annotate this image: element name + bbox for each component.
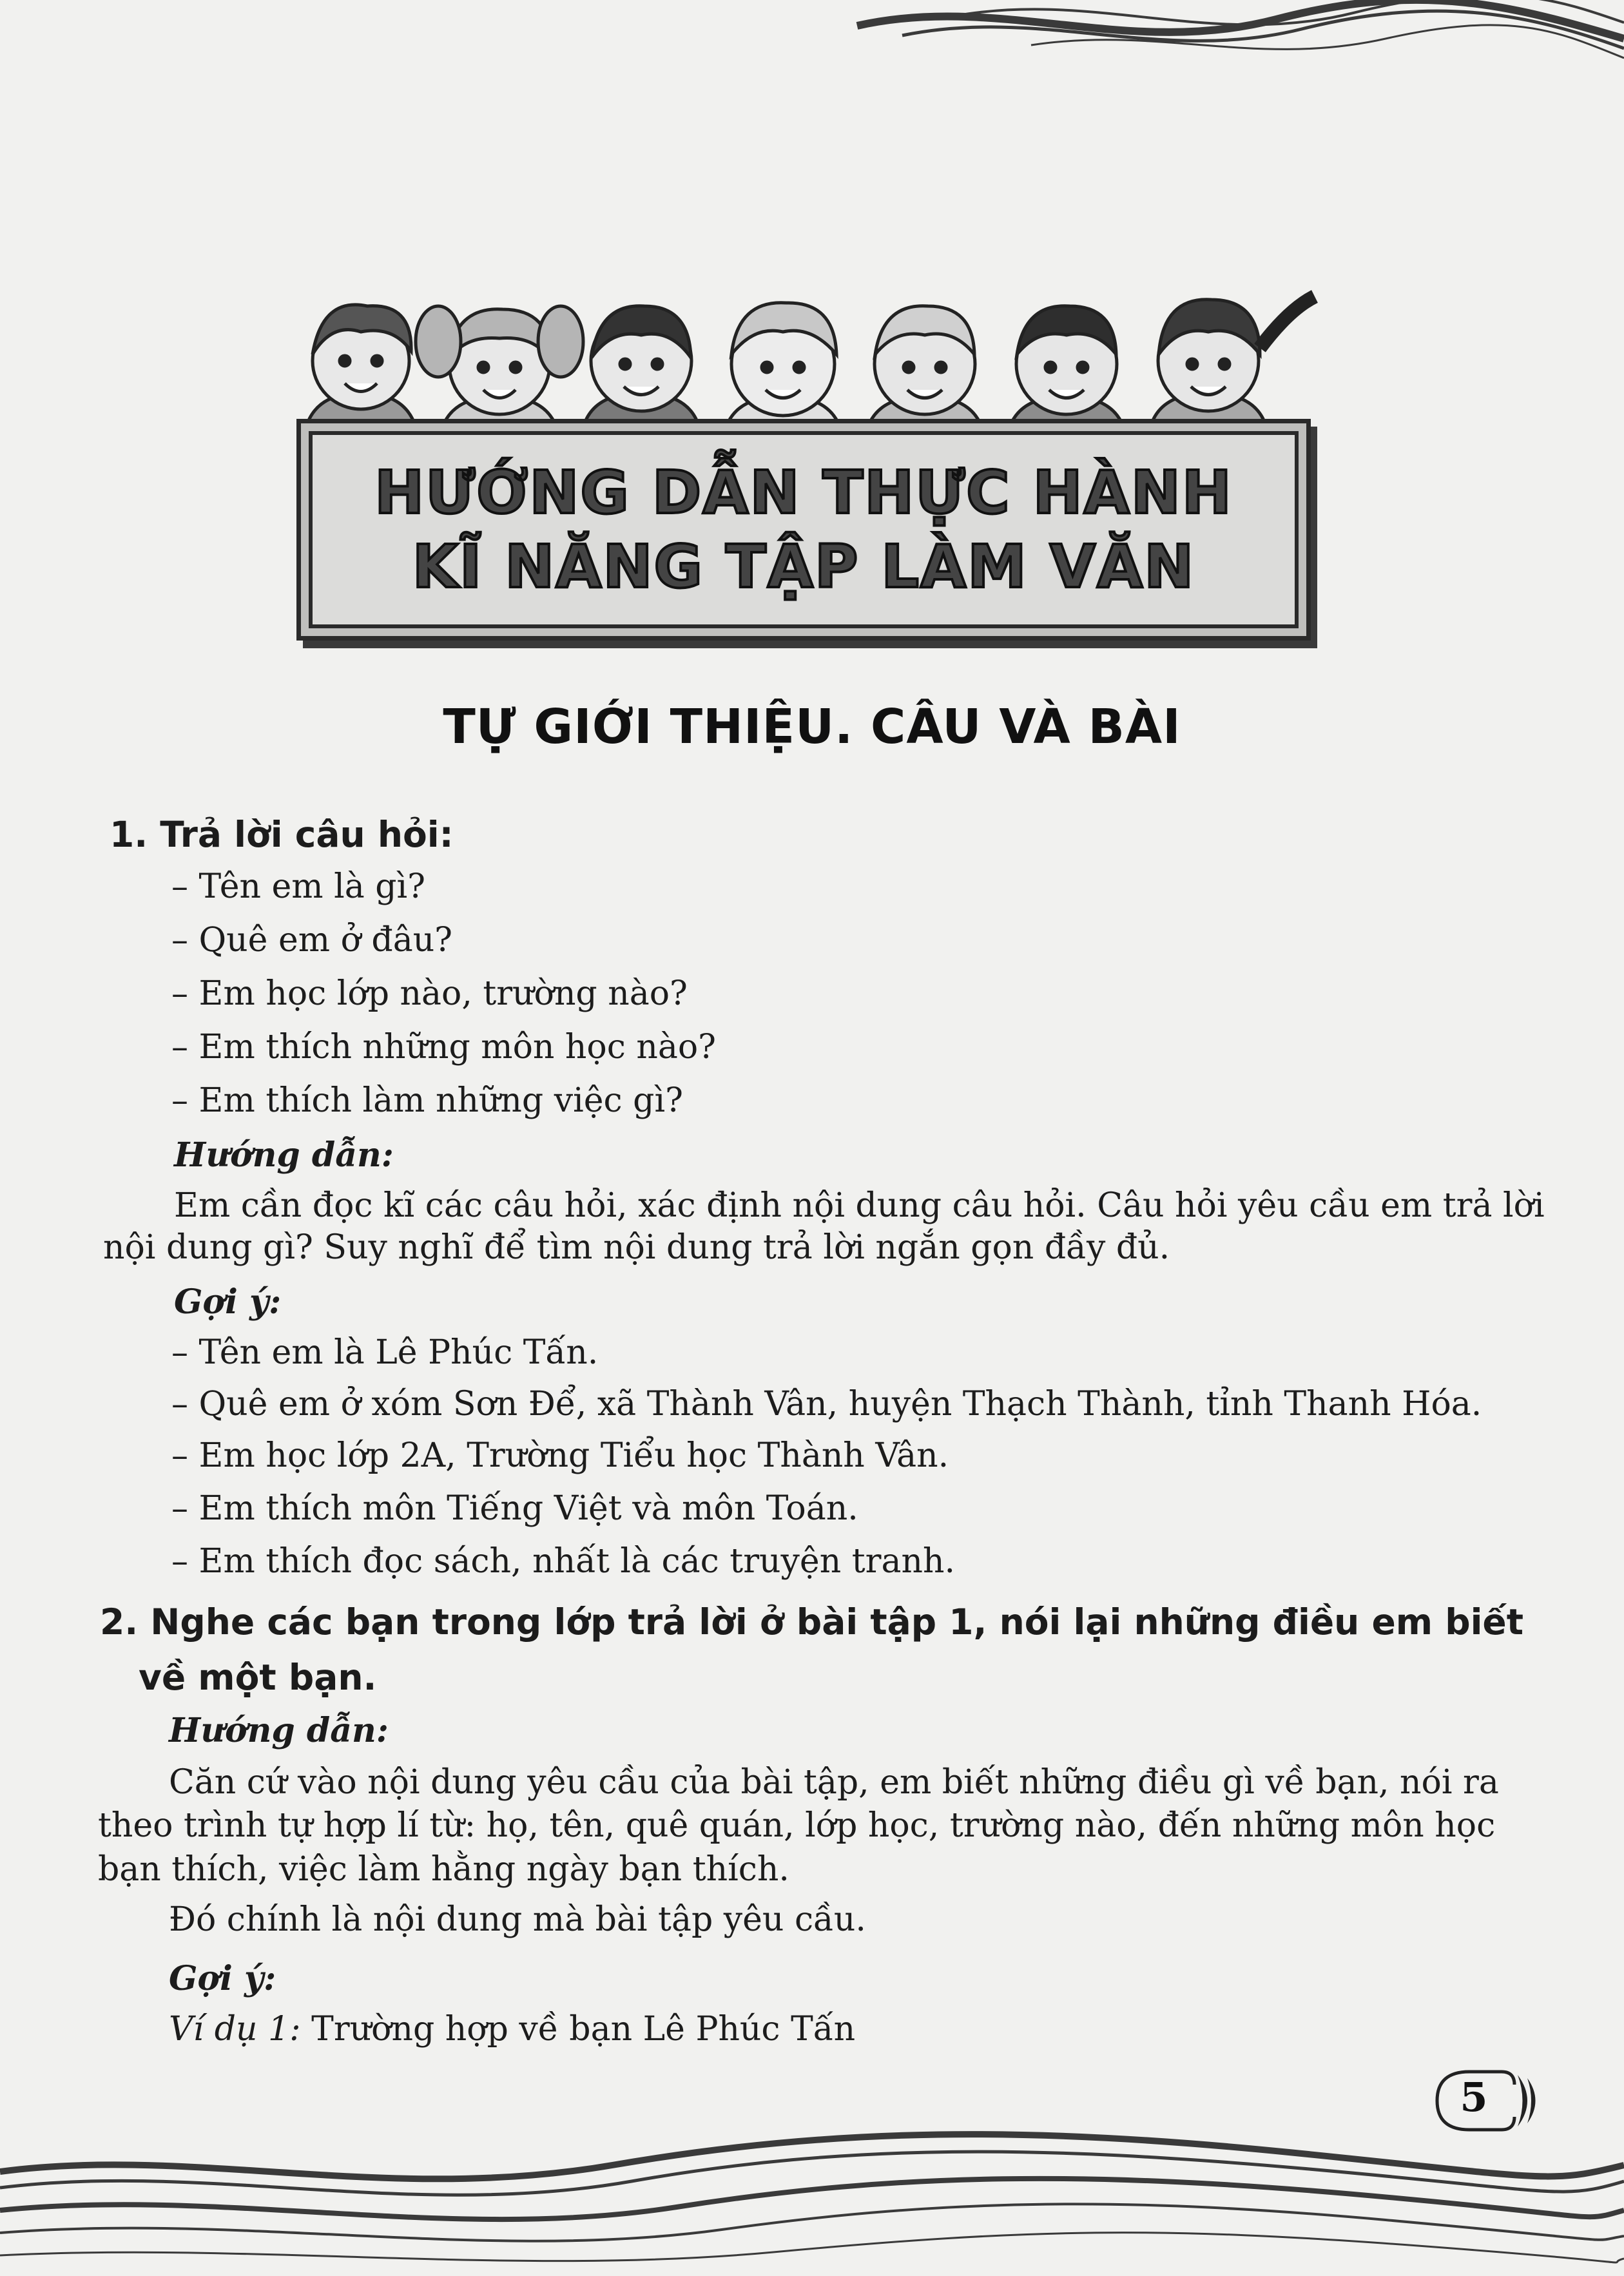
hint-item: – Quê em ở xóm Sơn Để, xã Thành Vân, huyện Thạch Thành, tỉnh Thanh Hóa. [171, 1385, 1482, 1423]
guide-text-line: bạn thích, việc làm hằng ngày bạn thích. [98, 1850, 789, 1889]
main-title-line-2: KĨ NĂNG TẬP LÀM VĂN [412, 532, 1195, 601]
question-item: – Em học lớp nào, trường nào? [171, 974, 688, 1013]
main-title-box [296, 419, 1311, 641]
hint-item: – Em thích đọc sách, nhất là các truyện tranh. [171, 1542, 955, 1581]
hint-item: – Em thích môn Tiếng Việt và môn Toán. [171, 1489, 858, 1528]
hint-label: Gợi ý: [169, 1959, 276, 1998]
hint-item: – Em học lớp 2A, Trường Tiểu học Thành Vân. [171, 1436, 949, 1475]
guide-text-line: Đó chính là nội dung mà bài tập yêu cầu. [169, 1900, 866, 1939]
guide-label: Hướng dẫn: [169, 1711, 389, 1750]
section-title: TỰ GIỚI THIỆU. CÂU VÀ BÀI [443, 699, 1181, 755]
top-wave-decoration [0, 0, 1624, 71]
example-label: Ví dụ 1: [169, 2010, 301, 2049]
guide-text-line: Em cần đọc kĩ các câu hỏi, xác định nội dung câu hỏi. Câu hỏi yêu cầu em trả lời [174, 1186, 1545, 1225]
question-item: – Tên em là gì? [171, 867, 426, 906]
exercise-2-heading-line-2: về một bạn. [139, 1657, 377, 1698]
guide-text-line: Căn cứ vào nội dung yêu cầu của bài tập, em biết những điều gì về bạn, nói ra [169, 1763, 1499, 1802]
example-text: Trường hợp về bạn Lê Phúc Tấn [300, 2010, 856, 2049]
guide-label: Hướng dẫn: [174, 1135, 394, 1175]
question-item: – Em thích những môn học nào? [171, 1028, 717, 1066]
question-item: – Em thích làm những việc gì? [171, 1081, 683, 1120]
exercise-1-heading: 1. Trả lời câu hỏi: [110, 814, 454, 855]
hint-label: Gợi ý: [174, 1282, 282, 1322]
guide-text-line: theo trình tự hợp lí từ: họ, tên, quê quán, lớp học, trường nào, đến những môn học [98, 1806, 1496, 1845]
question-item: – Quê em ở đâu? [171, 921, 453, 960]
main-title-line-1: HƯỚNG DẪN THỰC HÀNH [374, 458, 1233, 527]
guide-text-line: nội dung gì? Suy nghĩ để tìm nội dung trả lời ngắn gọn đầy đủ. [103, 1228, 1170, 1267]
exercise-2-heading-line-1: 2. Nghe các bạn trong lớp trả lời ở bài tập 1, nói lại những điều em biết [100, 1601, 1524, 1643]
hint-item: – Tên em là Lê Phúc Tấn. [171, 1333, 599, 1372]
example-line [169, 2009, 855, 2049]
page-number: 5 [1460, 2074, 1488, 2121]
bottom-wave-decoration [0, 2049, 1624, 2276]
